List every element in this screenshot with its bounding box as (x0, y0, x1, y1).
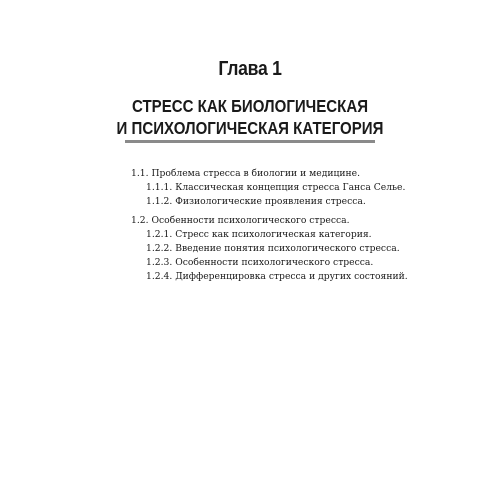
toc-section (131, 214, 461, 284)
chapter-title-line: И ПСИХОЛОГИЧЕСКАЯ КАТЕГОРИЯ (116, 118, 384, 138)
toc-section-heading: 1.2. Особенности психологического стресса. (131, 215, 350, 226)
toc-subsection: 1.1.1. Классическая концепция стресса Ганса Селье. (146, 182, 406, 193)
chapter-title (35, 95, 465, 139)
toc-subsection: 1.2.1. Стресс как психологическая категория. (146, 229, 372, 240)
toc-subsection: 1.2.2. Введение понятия психологического стресса. (146, 243, 400, 254)
chapter-label: Глава 1 (218, 58, 282, 80)
toc-subsection: 1.1.2. Физиологические проявления стресса. (146, 196, 366, 207)
toc-subsection: 1.2.4. Дифференцировка стресса и других состояний. (146, 271, 408, 282)
toc-subsection: 1.2.3. Особенности психологического стресса. (146, 257, 374, 268)
title-divider (125, 140, 375, 143)
chapter-title-line: СТРЕСС КАК БИОЛОГИЧЕСКАЯ (131, 96, 369, 116)
toc-section-heading: 1.1. Проблема стресса в биологии и медицине. (131, 168, 361, 179)
toc-section (131, 167, 461, 209)
table-of-contents (131, 167, 461, 289)
